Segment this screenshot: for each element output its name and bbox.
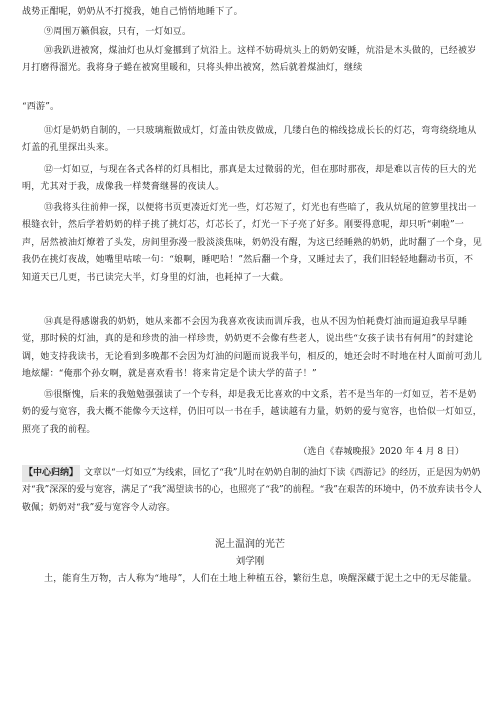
summary-tag: 【中心归纳】 [22,465,80,482]
paragraph-14: ⑭真是得感谢我的奶奶，她从来都不会因为我喜欢夜读而训斥我，也从不因为怕耗费灯油而逼迫我早早睡觉，那时候的灯油，真的是和珍贵的油一样珍贵，奶奶更不会像有些老人，说出些“女孩子读书有何用”的封建论调，她支持我读书，无论看到多晚都不会因为灯油的问题而说我半句，相反的，她还会时不时地在村人面前可劲儿地炫耀：“俺那个孙女啊，就是喜欢看书！将来肯定是个读大学的苗子！” [22,317,483,380]
article-title: 泥土温润的光芒 [215,539,285,550]
paragraph-10: ⑩我趴进被窝，煤油灯也从灯龛挪到了炕沿上。这样不妨碍炕头上的奶奶安睡，炕沿是木头做的，已经被岁月打磨得溜光。我将身子蜷在被窝里暖和，只将头伸出被窝，然后就着煤油灯，继续 [22,46,477,74]
summary-block [22,465,482,517]
paragraph-10-tail: “西游”。 [22,102,60,112]
paragraph-15: ⑮很惭愧，后来的我勉勉强强读了一个专科，却是我无比喜欢的中文系，若不是当年的一灯如豆，若不是奶奶的爱与宽容，我大概不能像今天这样，仍旧可以一书在手，越读越有力量，奶奶的爱与宽容，也恰似一灯如豆，照亮了我的前程。 [22,390,483,435]
article-first-paragraph: 土，能育生万物，古人称为“地母”，人们在土地上种植五谷，繁衍生息，唤醒深藏于泥土之中的无尽能量。 [44,574,477,584]
article-author: 刘学刚 [235,556,265,567]
paragraph-13: ⑬我将头往前伸一探，以便将书页更凑近灯光一些，灯芯短了，灯光也有些暗了，我从炕尾的笸箩里找出一根缝衣针，然后学着奶奶的样子挑了挑灯芯，灯芯长了，灯光一下子亮了好多。刚要得意呢，却只听“刺啦”一声，居然被油灯燎着了头发，房间里弥漫一股淡淡焦味，奶奶没有醒，为这已经睡熟的奶奶，此时翻了一个身，见我仍在挑灯夜战，她嘴里咕哝一句：“娘啊，睡吧哈！”然后翻一个身，又睡过去了，我们旧轻轻地翻动书页，不知道天已几更，书已读完大半，灯身里的灯油，也耗掉了一大截。 [22,203,483,283]
paragraph-12: ⑫一灯如豆，与现在各式各样的灯具相比，那真是太过微弱的光，但在那时那夜，却是难以言传的巨大的光明，尤其对于我，成像我一样焚膏继晷的夜读人。 [22,165,477,193]
source-citation: （选自《春城晚报》2020 年 4 月 8 日） [298,447,464,457]
paragraph-continuation: 战势正酣呢，奶奶从不打搅我，她自己悄悄地睡下了。 [22,7,243,17]
paragraph-9: ⑨周围万籁俱寂，只有，一灯如豆。 [44,27,192,37]
summary-text: 文章以“一灯如豆”为线索，回忆了“我”儿时在奶奶自制的油灯下读《西游记》的经历，正是因为奶奶对“我”深深的爱与宽容，满足了“我”渴望读书的心，也照亮了“我”的前程。“我”在艰苦的环境中，仍不放弃读书令人敬佩；奶奶对“我”爱与宽容令人动容。 [22,468,482,513]
paragraph-11: ⑪灯是奶奶自制的，一只玻璃瓶做成灯，灯盖由铁皮做成，几缕白色的棉线捻成长长的灯芯，弯弯绕绕地从灯盖的孔里探出头来。 [22,126,477,154]
